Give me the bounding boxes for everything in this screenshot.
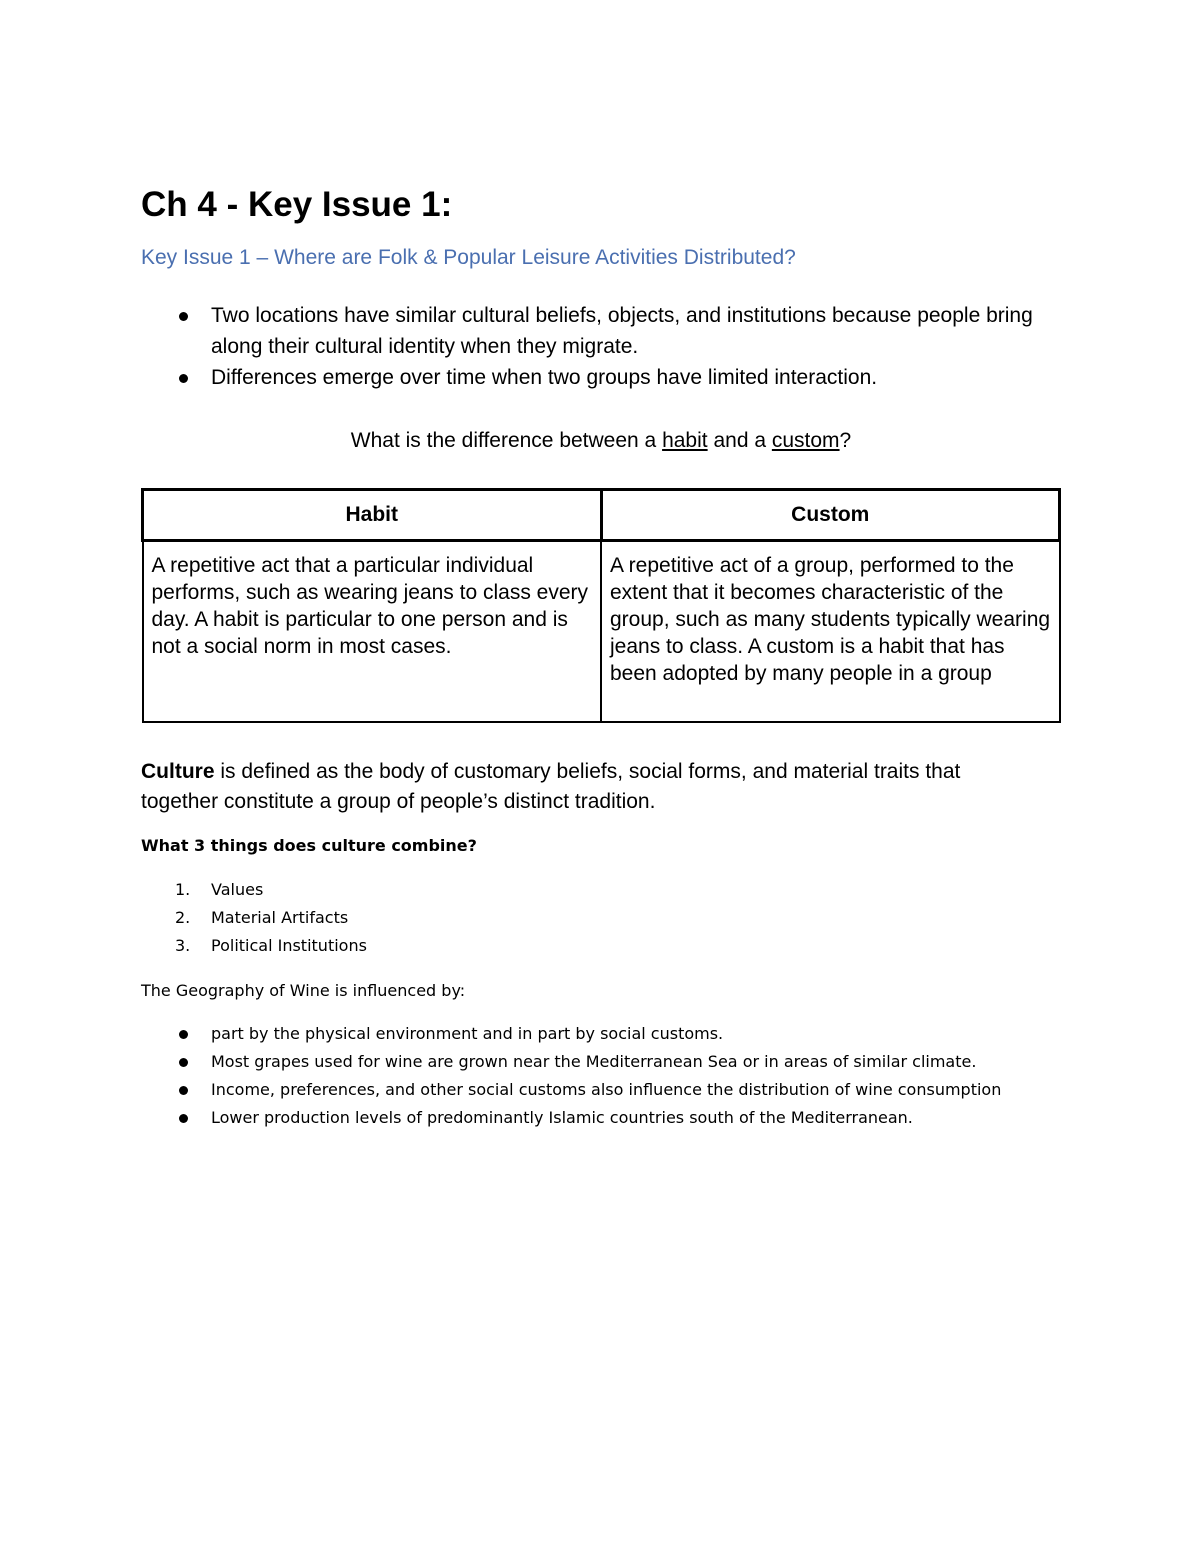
list-item-text: Income, preferences, and other social customs also influence the distribution of wine consumption — [211, 1080, 1002, 1099]
question-text: and a — [707, 429, 772, 452]
habit-definition-cell: A repetitive act that a particular individual performs, such as wearing jeans to class every day. A habit is particular to one person and is not a social norm in most cases. — [143, 541, 602, 723]
list-item-text: Lower production levels of predominantly Islamic countries south of the Mediterranean. — [211, 1108, 913, 1127]
wine-heading: The Geography of Wine is influenced by: — [141, 981, 466, 1000]
combine-list — [141, 876, 367, 960]
bullet-icon — [179, 1030, 188, 1039]
intro-bullet-list — [141, 300, 1041, 393]
list-item — [141, 362, 1041, 393]
list-item — [141, 1076, 1041, 1104]
question-text: What is the difference between a — [350, 429, 663, 452]
list-item-text: Values — [211, 880, 264, 899]
bullet-icon — [179, 312, 188, 321]
list-number: 3. — [175, 936, 191, 955]
table-row — [143, 541, 1060, 723]
custom-term: custom — [771, 429, 840, 452]
list-item-text: part by the physical environment and in part by social customs. — [211, 1024, 724, 1043]
list-number: 1. — [175, 880, 191, 899]
list-number: 2. — [175, 908, 191, 927]
combine-question: What 3 things does culture combine? — [141, 836, 477, 855]
habit-custom-question — [141, 427, 1061, 455]
table-header-row — [143, 490, 1060, 541]
page-title: Ch 4 - Key Issue 1: — [141, 185, 453, 224]
habit-term: habit — [662, 429, 708, 452]
key-issue-subtitle: Key Issue 1 – Where are Folk & Popular Leisure Activities Distributed? — [141, 246, 796, 269]
bullet-icon — [179, 374, 188, 383]
list-item-text: Most grapes used for wine are grown near the Mediterranean Sea or in areas of similar climate. — [211, 1052, 977, 1071]
wine-bullet-list — [141, 1020, 1041, 1132]
culture-term: Culture — [141, 760, 215, 783]
culture-definition-text: is defined as the body of customary beliefs, social forms, and material traits that together constitute a group of people’s distinct tradition. — [141, 760, 961, 813]
question-text: ? — [839, 429, 852, 452]
habit-custom-table — [141, 488, 1061, 723]
custom-definition-cell: A repetitive act of a group, performed to the extent that it becomes characteristic of the group, such as many students typically wearing jeans to class. A custom is a habit that has been adopted by many people in a group — [601, 541, 1060, 723]
list-item — [141, 932, 367, 960]
list-item — [141, 1048, 1041, 1076]
list-item — [141, 876, 367, 904]
culture-definition — [141, 757, 1041, 817]
column-header-habit: Habit — [143, 490, 602, 541]
bullet-icon — [179, 1114, 188, 1123]
list-item-text: Two locations have similar cultural beliefs, objects, and institutions because people bring along their cultural identity when they migrate. — [211, 304, 1033, 358]
list-item-text: Political Institutions — [211, 936, 367, 955]
bullet-icon — [179, 1058, 188, 1067]
column-header-custom: Custom — [601, 490, 1060, 541]
list-item — [141, 904, 367, 932]
list-item — [141, 300, 1041, 362]
list-item-text: Material Artifacts — [211, 908, 349, 927]
list-item-text: Differences emerge over time when two groups have limited interaction. — [211, 366, 878, 389]
list-item — [141, 1020, 1041, 1048]
list-item — [141, 1104, 1041, 1132]
bullet-icon — [179, 1086, 188, 1095]
